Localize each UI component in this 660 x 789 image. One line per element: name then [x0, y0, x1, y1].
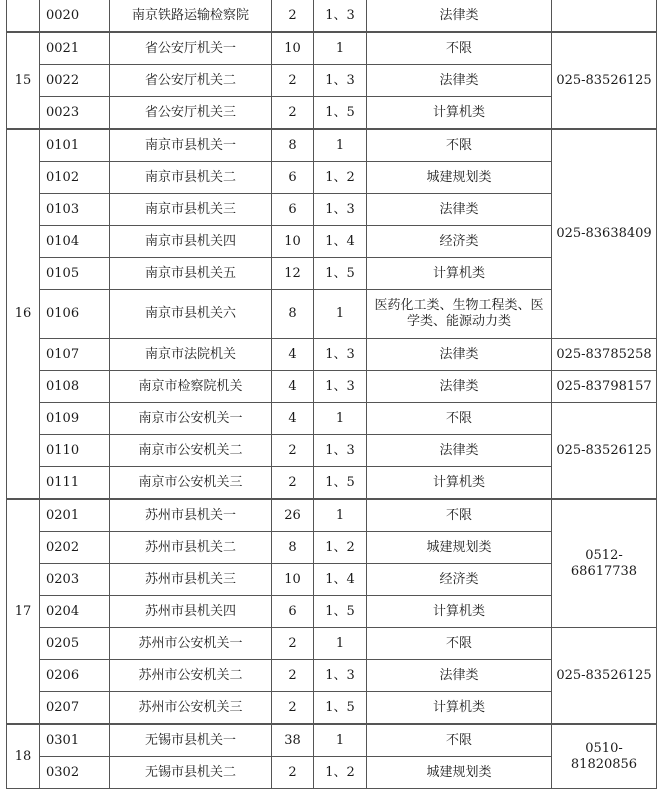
headcount: 8: [272, 290, 314, 339]
phone: 025-83526125: [552, 403, 657, 500]
major: 不限: [367, 499, 552, 532]
position-code: 0108: [40, 371, 110, 403]
education: 1、2: [314, 757, 367, 789]
organization: 苏州市公安机关二: [110, 660, 272, 692]
table-row: [7, 499, 657, 532]
education: 1、5: [314, 596, 367, 628]
major: 城建规划类: [367, 757, 552, 789]
phone: 025-83798157: [552, 371, 657, 403]
position-code: 0205: [40, 628, 110, 660]
position-code: 0110: [40, 435, 110, 467]
education: 1、3: [314, 435, 367, 467]
position-code: 0021: [40, 32, 110, 65]
education: 1: [314, 290, 367, 339]
organization: 苏州市公安机关三: [110, 692, 272, 725]
headcount: 6: [272, 162, 314, 194]
organization: 南京市县机关六: [110, 290, 272, 339]
position-code: 0206: [40, 660, 110, 692]
headcount: 2: [272, 65, 314, 97]
group-cell: [7, 0, 40, 32]
position-code: 0101: [40, 129, 110, 162]
major: 不限: [367, 403, 552, 435]
organization: 苏州市县机关一: [110, 499, 272, 532]
major: 医药化工类、生物工程类、医学类、能源动力类: [367, 290, 552, 339]
position-code: 0202: [40, 532, 110, 564]
education: 1、5: [314, 258, 367, 290]
organization: 南京市公安机关一: [110, 403, 272, 435]
major: 不限: [367, 129, 552, 162]
headcount: 10: [272, 564, 314, 596]
headcount: 2: [272, 97, 314, 130]
table-row: [7, 129, 657, 162]
headcount: 12: [272, 258, 314, 290]
headcount: 2: [272, 467, 314, 500]
education: 1、3: [314, 194, 367, 226]
organization: 南京市公安机关三: [110, 467, 272, 500]
organization: 南京市检察院机关: [110, 371, 272, 403]
organization: 省公安厅机关一: [110, 32, 272, 65]
education: 1、3: [314, 660, 367, 692]
education: 1、3: [314, 371, 367, 403]
major: 法律类: [367, 371, 552, 403]
major: 计算机类: [367, 467, 552, 500]
headcount: 4: [272, 339, 314, 371]
position-code: 0107: [40, 339, 110, 371]
headcount: 10: [272, 226, 314, 258]
major: 法律类: [367, 339, 552, 371]
headcount: 26: [272, 499, 314, 532]
education: 1、5: [314, 97, 367, 130]
major: 不限: [367, 724, 552, 757]
education: 1、3: [314, 65, 367, 97]
position-code: 0203: [40, 564, 110, 596]
education: 1、5: [314, 467, 367, 500]
headcount: 38: [272, 724, 314, 757]
education: 1: [314, 32, 367, 65]
organization: 南京市县机关一: [110, 129, 272, 162]
major: 城建规划类: [367, 532, 552, 564]
organization: 省公安厅机关三: [110, 97, 272, 130]
organization: 苏州市县机关二: [110, 532, 272, 564]
organization: 南京市县机关三: [110, 194, 272, 226]
major: 计算机类: [367, 692, 552, 725]
phone: 0510-81820856: [552, 724, 657, 789]
position-code: 0102: [40, 162, 110, 194]
education: 1: [314, 403, 367, 435]
table-row: [7, 0, 657, 32]
group-cell: 18: [7, 724, 40, 789]
organization: 南京市法院机关: [110, 339, 272, 371]
education: 1: [314, 129, 367, 162]
organization: 无锡市县机关一: [110, 724, 272, 757]
headcount: 2: [272, 628, 314, 660]
major: 不限: [367, 32, 552, 65]
position-code: 0207: [40, 692, 110, 725]
education: 1、4: [314, 226, 367, 258]
headcount: 2: [272, 0, 314, 32]
headcount: 6: [272, 596, 314, 628]
headcount: 2: [272, 757, 314, 789]
phone: 0512-68617738: [552, 499, 657, 628]
headcount: 6: [272, 194, 314, 226]
headcount: 4: [272, 403, 314, 435]
education: 1、2: [314, 162, 367, 194]
organization: 南京市县机关四: [110, 226, 272, 258]
major: 计算机类: [367, 596, 552, 628]
table-row: [7, 628, 657, 660]
table-row: [7, 32, 657, 65]
major: 法律类: [367, 65, 552, 97]
position-code: 0022: [40, 65, 110, 97]
major: 计算机类: [367, 97, 552, 130]
headcount: 10: [272, 32, 314, 65]
position-code: 0109: [40, 403, 110, 435]
major: 法律类: [367, 0, 552, 32]
position-code: 0302: [40, 757, 110, 789]
organization: 苏州市公安机关一: [110, 628, 272, 660]
education: 1、3: [314, 0, 367, 32]
group-cell: 16: [7, 129, 40, 499]
headcount: 8: [272, 129, 314, 162]
position-code: 0104: [40, 226, 110, 258]
position-code: 0111: [40, 467, 110, 500]
major: 城建规划类: [367, 162, 552, 194]
headcount: 2: [272, 692, 314, 725]
recruitment-table: [6, 0, 657, 789]
major: 法律类: [367, 660, 552, 692]
headcount: 4: [272, 371, 314, 403]
education: 1、5: [314, 692, 367, 725]
headcount: 2: [272, 660, 314, 692]
education: 1: [314, 628, 367, 660]
position-code: 0103: [40, 194, 110, 226]
organization: 南京市公安机关二: [110, 435, 272, 467]
organization: 南京市县机关五: [110, 258, 272, 290]
phone: 025-83638409: [552, 129, 657, 339]
position-code: 0023: [40, 97, 110, 130]
major: 法律类: [367, 194, 552, 226]
organization: 无锡市县机关二: [110, 757, 272, 789]
major: 计算机类: [367, 258, 552, 290]
position-code: 0106: [40, 290, 110, 339]
major: 经济类: [367, 226, 552, 258]
education: 1、4: [314, 564, 367, 596]
position-code: 0105: [40, 258, 110, 290]
organization: 苏州市县机关三: [110, 564, 272, 596]
organization: 南京铁路运输检察院: [110, 0, 272, 32]
organization: 省公安厅机关二: [110, 65, 272, 97]
group-cell: 15: [7, 32, 40, 129]
phone: [552, 0, 657, 32]
phone: 025-83526125: [552, 628, 657, 725]
organization: 苏州市县机关四: [110, 596, 272, 628]
table-row: [7, 339, 657, 371]
position-code: 0201: [40, 499, 110, 532]
position-code: 0020: [40, 0, 110, 32]
major: 法律类: [367, 435, 552, 467]
education: 1、2: [314, 532, 367, 564]
position-code: 0204: [40, 596, 110, 628]
headcount: 8: [272, 532, 314, 564]
phone: 025-83785258: [552, 339, 657, 371]
major: 不限: [367, 628, 552, 660]
table-row: [7, 724, 657, 757]
table-row: [7, 371, 657, 403]
position-code: 0301: [40, 724, 110, 757]
education: 1、3: [314, 339, 367, 371]
education: 1: [314, 499, 367, 532]
group-cell: 17: [7, 499, 40, 724]
headcount: 2: [272, 435, 314, 467]
table-row: [7, 403, 657, 435]
organization: 南京市县机关二: [110, 162, 272, 194]
major: 经济类: [367, 564, 552, 596]
education: 1: [314, 724, 367, 757]
phone: 025-83526125: [552, 32, 657, 129]
